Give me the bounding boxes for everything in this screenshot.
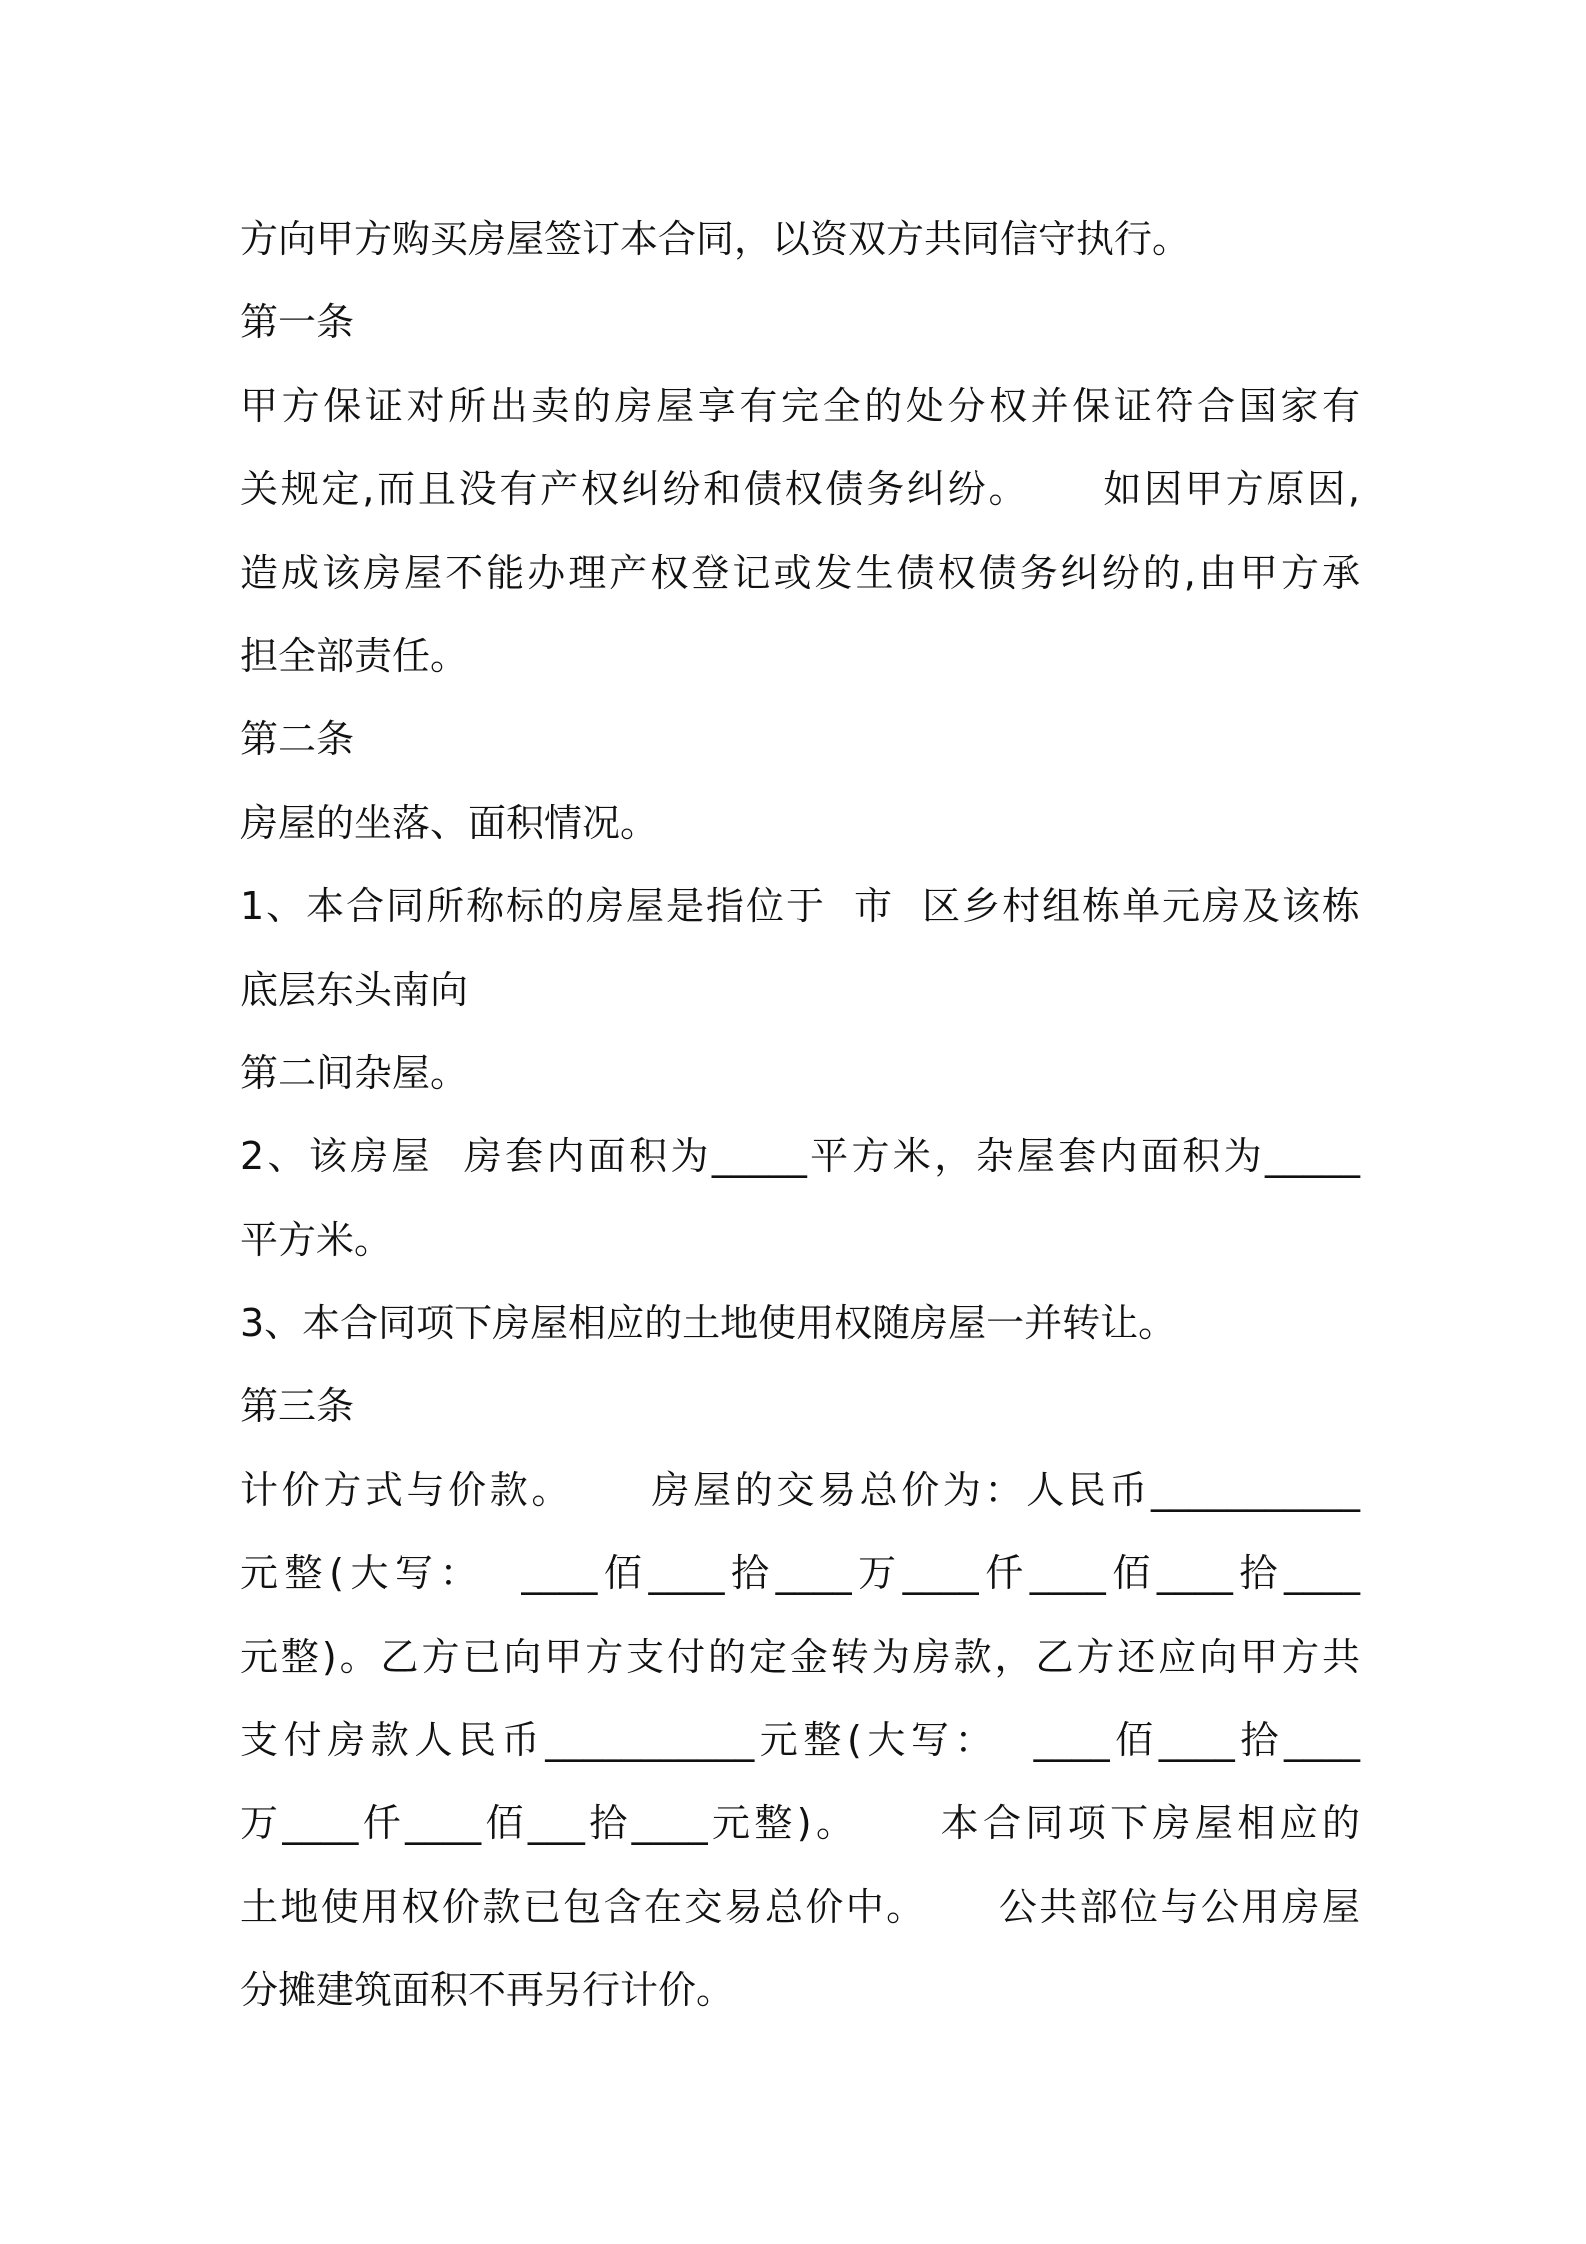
text-line-12: 2、该房屋 房套内面积为_____平方米，杂屋套内面积为_____: [240, 1134, 1360, 1179]
text-line-21: 土地使用权价款已包含在交易总价中。 公共部位与公用房屋: [240, 1884, 1360, 1929]
text-line-19: 支付房款人民币___________元整(大写： ____佰____拾____: [240, 1718, 1360, 1763]
text-line-14: 3、本合同项下房屋相应的土地使用权随房屋一并转让。: [240, 1301, 1177, 1346]
text-line-9: 1、本合同所称标的房屋是指位于 市 区乡村组栋单元房及该栋: [240, 884, 1360, 929]
contract-text: [240, 198, 1360, 2033]
text-line-1: 方向甲方购买房屋签订本合同，以资双方共同信守执行。: [240, 217, 1191, 261]
text-line-4: 关规定,而且没有产权纠纷和债权债务纠纷。 如因甲方原因,: [240, 467, 1360, 512]
text-line-22: 分摊建筑面积不再另行计价。: [240, 1968, 735, 2013]
text-line-3: 甲方保证对所出卖的房屋享有完全的处分权并保证符合国家有: [240, 383, 1360, 428]
text-line-8: 房屋的坐落、面积情况。: [240, 800, 659, 845]
text-line-5: 造成该房屋不能办理产权登记或发生债权债务纠纷的,由甲方承: [240, 550, 1360, 595]
text-line-10: 底层东头南向: [240, 967, 469, 1012]
text-line-16: 计价方式与价款。 房屋的交易总价为：人民币___________: [240, 1467, 1360, 1512]
text-line-17: 元整(大写： ____佰____拾____万____仟____佰____拾____: [240, 1551, 1360, 1596]
text-line-6: 担全部责任。: [240, 633, 469, 678]
article-heading-2: 第二条: [240, 717, 355, 762]
text-line-20: 万____仟____佰___拾____元整)。 本合同项下房屋相应的: [240, 1801, 1360, 1846]
text-line-18: 元整)。乙方已向甲方支付的定金转为房款，乙方还应向甲方共: [240, 1634, 1360, 1679]
article-heading-3: 第三条: [240, 1384, 355, 1429]
article-heading-1: 第一条: [240, 300, 355, 345]
text-line-11: 第二间杂屋。: [240, 1050, 469, 1095]
text-line-13: 平方米。: [240, 1217, 393, 1262]
